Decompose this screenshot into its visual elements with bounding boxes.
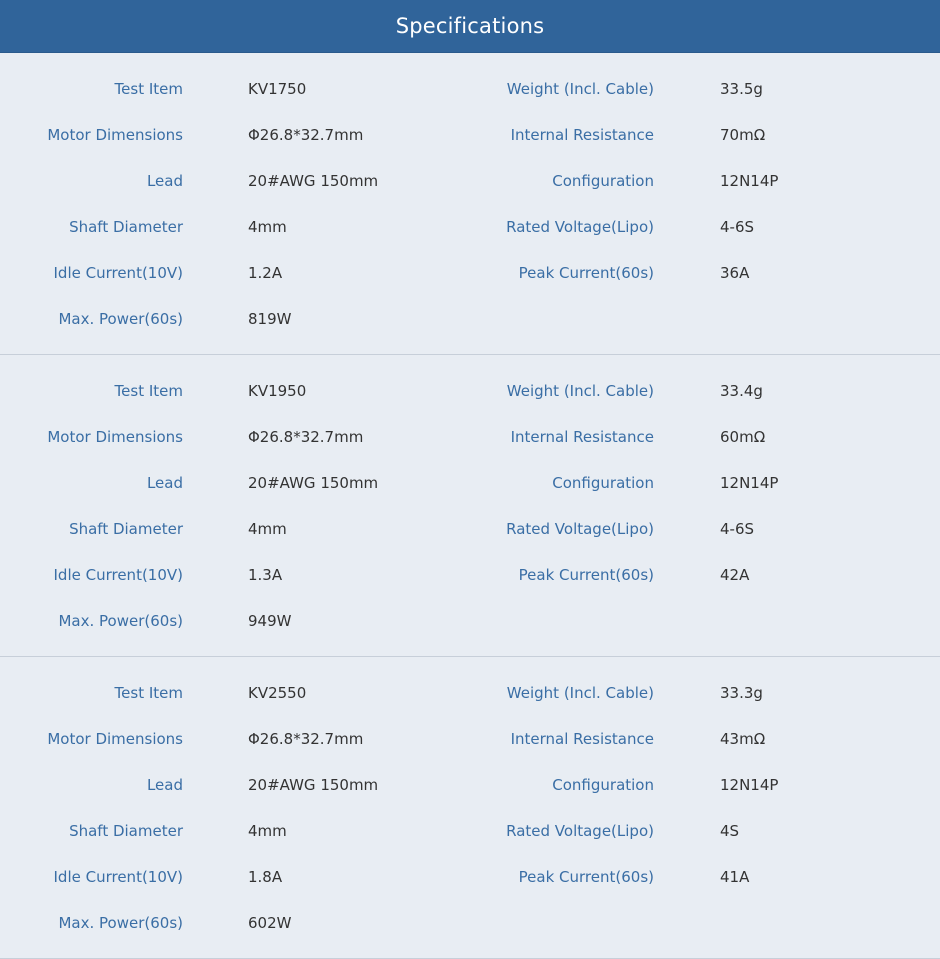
spec-row — [0, 598, 940, 644]
spec-value: 43mΩ — [720, 730, 766, 748]
spec-row — [0, 414, 940, 460]
spec-row — [0, 808, 940, 854]
spec-label: Configuration — [552, 474, 654, 492]
spec-row — [0, 460, 940, 506]
spec-label: Peak Current(60s) — [518, 566, 654, 584]
spec-section-kv1750 — [0, 53, 940, 355]
spec-row — [0, 250, 940, 296]
spec-section-kv2550 — [0, 657, 940, 959]
spec-value: 1.8A — [248, 868, 283, 886]
spec-value: 42A — [720, 566, 750, 584]
spec-label: Weight (Incl. Cable) — [506, 382, 654, 400]
spec-label: Idle Current(10V) — [53, 868, 183, 886]
spec-value: Φ26.8*32.7mm — [248, 126, 364, 144]
spec-label: Rated Voltage(Lipo) — [506, 520, 654, 538]
spec-value: 33.5g — [720, 80, 763, 98]
spec-label: Test Item — [114, 382, 183, 400]
spec-row — [0, 552, 940, 598]
spec-row — [0, 762, 940, 808]
spec-row — [0, 900, 940, 946]
spec-row — [0, 854, 940, 900]
spec-row — [0, 716, 940, 762]
spec-label: Lead — [146, 172, 183, 190]
spec-value: 4-6S — [720, 520, 755, 538]
spec-row — [0, 112, 940, 158]
spec-row — [0, 506, 940, 552]
spec-value: 4S — [720, 822, 740, 840]
spec-label: Test Item — [114, 684, 183, 702]
spec-value: 12N14P — [720, 474, 779, 492]
spec-row — [0, 158, 940, 204]
spec-value: 4mm — [248, 520, 287, 538]
spec-value: 20#AWG 150mm — [248, 776, 379, 794]
spec-label: Shaft Diameter — [69, 218, 183, 236]
spec-label: Rated Voltage(Lipo) — [506, 822, 654, 840]
spec-value: Φ26.8*32.7mm — [248, 428, 364, 446]
spec-row — [0, 670, 940, 716]
spec-value: 33.4g — [720, 382, 763, 400]
spec-value: 70mΩ — [720, 126, 766, 144]
spec-row — [0, 296, 940, 342]
spec-value: Φ26.8*32.7mm — [248, 730, 364, 748]
spec-value: 20#AWG 150mm — [248, 172, 379, 190]
spec-label: Motor Dimensions — [47, 428, 183, 446]
spec-value: 20#AWG 150mm — [248, 474, 379, 492]
spec-label: Motor Dimensions — [47, 730, 183, 748]
spec-label: Shaft Diameter — [69, 520, 183, 538]
spec-label: Idle Current(10V) — [53, 264, 183, 282]
spec-label: Idle Current(10V) — [53, 566, 183, 584]
spec-row — [0, 66, 940, 112]
spec-label: Configuration — [552, 172, 654, 190]
spec-value: KV1750 — [248, 80, 307, 98]
spec-value: 4mm — [248, 218, 287, 236]
spec-label: Internal Resistance — [510, 428, 654, 446]
spec-label: Internal Resistance — [510, 730, 654, 748]
spec-row — [0, 204, 940, 250]
page-title: Specifications — [395, 14, 545, 38]
spec-value: 60mΩ — [720, 428, 766, 446]
spec-section-kv1950 — [0, 355, 940, 657]
spec-label: Configuration — [552, 776, 654, 794]
spec-label: Weight (Incl. Cable) — [506, 684, 654, 702]
spec-label: Test Item — [114, 80, 183, 98]
spec-label: Internal Resistance — [510, 126, 654, 144]
spec-value: 33.3g — [720, 684, 763, 702]
spec-label: Motor Dimensions — [47, 126, 183, 144]
spec-label: Peak Current(60s) — [518, 264, 654, 282]
spec-label: Peak Current(60s) — [518, 868, 654, 886]
spec-value: KV1950 — [248, 382, 307, 400]
spec-value: 12N14P — [720, 776, 779, 794]
specifications-header — [0, 0, 940, 53]
spec-value: 4-6S — [720, 218, 755, 236]
spec-value: 819W — [248, 310, 292, 328]
spec-label: Max. Power(60s) — [58, 310, 183, 328]
spec-label: Rated Voltage(Lipo) — [506, 218, 654, 236]
spec-value: 602W — [248, 914, 292, 932]
spec-label: Shaft Diameter — [69, 822, 183, 840]
spec-value: 949W — [248, 612, 292, 630]
spec-value: 4mm — [248, 822, 287, 840]
spec-value: 36A — [720, 264, 750, 282]
spec-value: 41A — [720, 868, 750, 886]
spec-label: Lead — [146, 776, 183, 794]
spec-value: 1.2A — [248, 264, 283, 282]
spec-label: Max. Power(60s) — [58, 914, 183, 932]
spec-label: Lead — [146, 474, 183, 492]
spec-value: KV2550 — [248, 684, 307, 702]
spec-row — [0, 368, 940, 414]
spec-value: 12N14P — [720, 172, 779, 190]
spec-label: Max. Power(60s) — [58, 612, 183, 630]
spec-value: 1.3A — [248, 566, 283, 584]
spec-label: Weight (Incl. Cable) — [506, 80, 654, 98]
